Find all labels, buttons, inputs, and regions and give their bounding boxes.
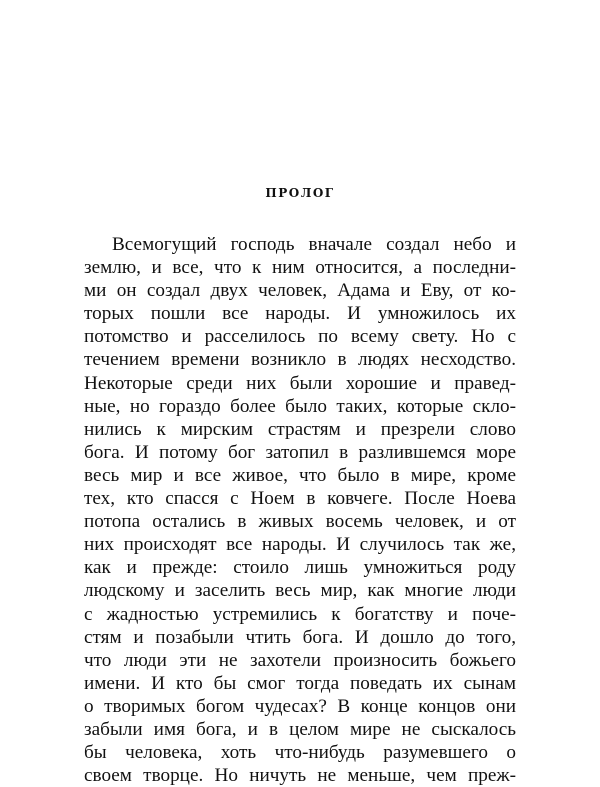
text-line: весь мир и все живое, что было в мире, кроме: [84, 464, 516, 486]
text-line: бога. И потому бог затопил в разлившемся море: [84, 441, 516, 463]
text-line: что люди эти не захотели произносить божьего: [84, 649, 516, 671]
text-line: потомство и расселилось по всему свету. Но с: [84, 326, 516, 348]
chapter-heading: ПРОЛОГ: [265, 186, 335, 200]
text-line: Некоторые среди них были хорошие и правед-: [84, 372, 516, 394]
text-line: тех, кто спасся с Ноем в ковчеге. После Ноева: [84, 488, 516, 510]
text-line: с жадностью устремились к богатству и поче-: [84, 603, 516, 625]
text-line: нились к мирским страстям и презрели слово: [84, 418, 516, 440]
text-line: забыли имя бога, и в целом мире не сыскалось: [84, 718, 516, 740]
text-line: землю, и все, что к ним относится, а последни-: [84, 257, 516, 279]
body-text: [84, 233, 516, 787]
text-line: ми он создал двух человек, Адама и Еву, от ко-: [84, 280, 516, 302]
text-line: торых пошли все народы. И умножилось их: [84, 303, 516, 325]
text-line: людскому и заселить весь мир, как многие люди: [84, 580, 516, 602]
text-line: стям и позабыли чтить бога. И дошло до того,: [84, 626, 516, 648]
text-line: них происходят все народы. И случилось так же,: [84, 534, 516, 556]
text-line: течением времени возникло в людях несходство.: [84, 349, 516, 371]
text-line: Всемогущий господь вначале создал небо и: [112, 234, 516, 255]
text-line: потопа остались в живых восемь человек, и от: [84, 511, 516, 533]
text-line: своем творце. Но ничуть не меньше, чем преж-: [84, 765, 516, 787]
text-line: бы человека, хоть что-нибудь разумевшего о: [84, 742, 516, 764]
text-line: о творимых богом чудесах? В конце концов они: [84, 695, 516, 717]
text-line: имени. И кто бы смог тогда поведать их сынам: [84, 672, 516, 694]
text-line: ные, но гораздо более было таких, которые скло-: [84, 395, 516, 417]
text-line: как и прежде: стоило лишь умножиться роду: [84, 557, 516, 579]
